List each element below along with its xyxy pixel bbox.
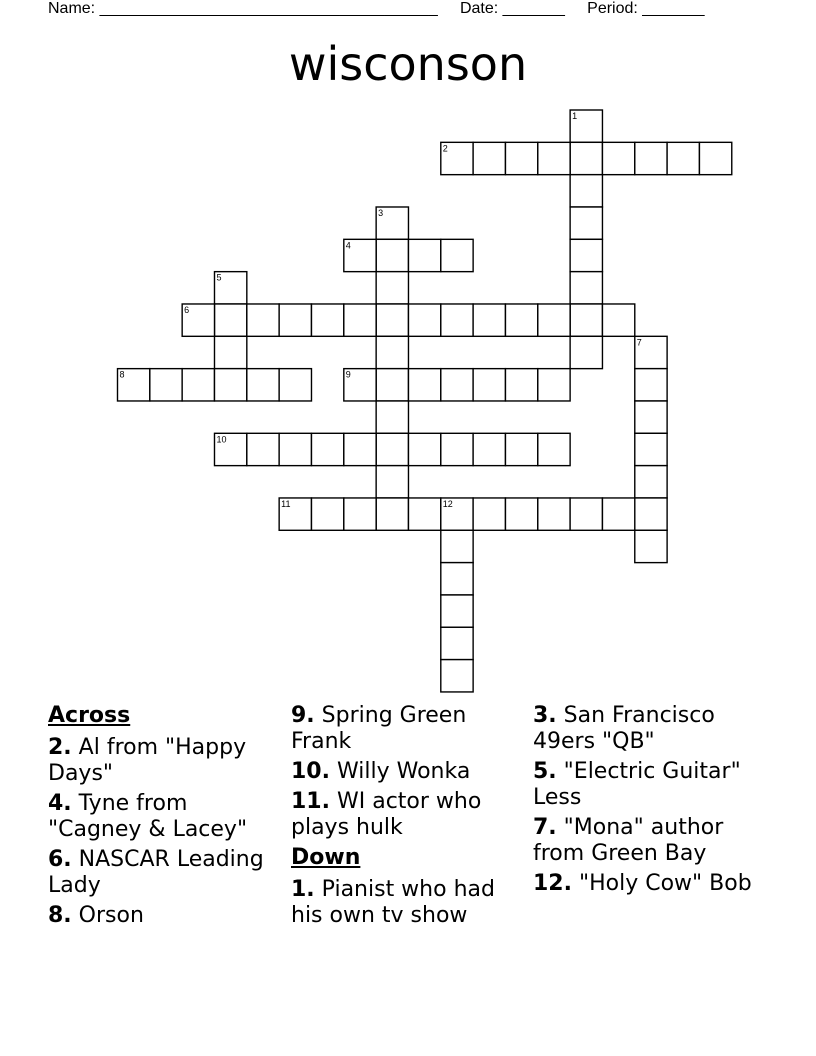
clue-number: 9. bbox=[291, 703, 315, 728]
grid-cell[interactable] bbox=[344, 498, 376, 530]
across-clue bbox=[48, 847, 278, 899]
grid-cell[interactable] bbox=[538, 498, 570, 530]
grid-cell[interactable] bbox=[376, 239, 408, 271]
cell-number: 3 bbox=[378, 207, 384, 218]
grid-cell[interactable] bbox=[538, 433, 570, 465]
grid-cell[interactable] bbox=[408, 239, 440, 271]
across-clue bbox=[48, 903, 278, 929]
clue-number: 7. bbox=[533, 815, 557, 840]
cell-number: 9 bbox=[345, 369, 351, 380]
grid-cell[interactable] bbox=[570, 272, 602, 304]
grid-cell[interactable] bbox=[473, 304, 505, 336]
grid-cell[interactable] bbox=[376, 466, 408, 498]
grid-cell[interactable] bbox=[441, 563, 473, 595]
clue-text: Spring Green Frank bbox=[291, 703, 467, 754]
clue-number: 10. bbox=[291, 759, 330, 784]
grid-cell[interactable] bbox=[602, 304, 634, 336]
grid-cell[interactable] bbox=[182, 369, 214, 401]
grid-cell[interactable] bbox=[344, 433, 376, 465]
down-clue bbox=[533, 703, 763, 755]
grid-cell[interactable] bbox=[505, 304, 537, 336]
grid-cell[interactable] bbox=[473, 433, 505, 465]
grid-cell[interactable] bbox=[247, 433, 279, 465]
grid-cell[interactable] bbox=[505, 498, 537, 530]
grid-cell[interactable] bbox=[505, 433, 537, 465]
clue-column-1 bbox=[48, 703, 278, 933]
clue-text: "Mona" author from Green Bay bbox=[533, 815, 724, 866]
down-clue bbox=[533, 815, 763, 867]
down-clue bbox=[291, 877, 521, 929]
grid-cell[interactable] bbox=[441, 304, 473, 336]
grid-cell[interactable] bbox=[505, 369, 537, 401]
cell-number: 10 bbox=[216, 434, 227, 445]
grid-cell[interactable] bbox=[150, 369, 182, 401]
student-info-line: Name: ______________________________________ Date: _______ Period: _______ bbox=[48, 0, 705, 17]
clue-number: 12. bbox=[533, 871, 572, 896]
cell-number: 2 bbox=[442, 143, 448, 154]
grid-cell[interactable] bbox=[473, 498, 505, 530]
grid-cell[interactable] bbox=[570, 175, 602, 207]
grid-cell[interactable] bbox=[441, 660, 473, 692]
clue-number: 5. bbox=[533, 759, 557, 784]
grid-cell[interactable] bbox=[635, 142, 667, 174]
grid-cell[interactable] bbox=[570, 304, 602, 336]
grid-cell[interactable] bbox=[570, 336, 602, 368]
across-clue bbox=[291, 789, 521, 841]
grid-cell[interactable] bbox=[311, 304, 343, 336]
grid-cell[interactable] bbox=[279, 433, 311, 465]
grid-cell[interactable] bbox=[441, 595, 473, 627]
cell-number: 12 bbox=[442, 498, 453, 509]
grid-cell[interactable] bbox=[635, 530, 667, 562]
clue-text: Al from "Happy Days" bbox=[48, 735, 247, 786]
puzzle-title: wisconson bbox=[288, 37, 528, 91]
grid-cell[interactable] bbox=[441, 627, 473, 659]
grid-cell[interactable] bbox=[667, 142, 699, 174]
grid-cell[interactable] bbox=[635, 401, 667, 433]
grid-cell[interactable] bbox=[635, 466, 667, 498]
cell-number: 8 bbox=[119, 369, 125, 380]
grid-cell[interactable] bbox=[635, 433, 667, 465]
grid-cell[interactable] bbox=[279, 369, 311, 401]
grid-cell[interactable] bbox=[344, 304, 376, 336]
grid-cell[interactable] bbox=[538, 304, 570, 336]
grid-cell[interactable] bbox=[538, 369, 570, 401]
grid-cell[interactable] bbox=[376, 336, 408, 368]
grid-cell[interactable] bbox=[570, 498, 602, 530]
grid-cell[interactable] bbox=[408, 433, 440, 465]
grid-cell[interactable] bbox=[311, 433, 343, 465]
clue-column-2 bbox=[291, 703, 521, 933]
grid-cell[interactable] bbox=[408, 304, 440, 336]
clue-text: "Holy Cow" Bob bbox=[578, 871, 752, 896]
grid-cell[interactable] bbox=[247, 304, 279, 336]
grid-cell[interactable] bbox=[441, 530, 473, 562]
grid-cell[interactable] bbox=[441, 239, 473, 271]
grid-cell[interactable] bbox=[376, 498, 408, 530]
grid-cell[interactable] bbox=[214, 369, 246, 401]
grid-cell[interactable] bbox=[247, 369, 279, 401]
across-clue bbox=[48, 735, 278, 787]
clue-text: Tyne from "Cagney & Lacey" bbox=[48, 791, 248, 842]
grid-cell[interactable] bbox=[699, 142, 731, 174]
clue-text: Pianist who had his own tv show bbox=[291, 877, 495, 928]
grid-cell[interactable] bbox=[441, 433, 473, 465]
cell-number: 1 bbox=[572, 111, 578, 121]
clue-column-3 bbox=[533, 703, 763, 901]
grid-cell[interactable] bbox=[376, 433, 408, 465]
grid-cell[interactable] bbox=[570, 207, 602, 239]
clue-text: Willy Wonka bbox=[336, 759, 471, 784]
grid-cell[interactable] bbox=[635, 369, 667, 401]
grid-cell[interactable] bbox=[570, 142, 602, 174]
clue-number: 2. bbox=[48, 735, 72, 760]
cell-number: 6 bbox=[184, 304, 190, 315]
grid-cell[interactable] bbox=[376, 272, 408, 304]
down-heading: Down bbox=[291, 845, 361, 870]
cell-number: 5 bbox=[216, 272, 222, 283]
cell-number: 7 bbox=[636, 337, 642, 348]
clue-number: 3. bbox=[533, 703, 557, 728]
clue-text: NASCAR Leading Lady bbox=[48, 847, 264, 898]
grid-cell[interactable] bbox=[570, 239, 602, 271]
grid-cell[interactable] bbox=[635, 498, 667, 530]
grid-cell[interactable] bbox=[473, 142, 505, 174]
clue-number: 1. bbox=[291, 877, 315, 902]
clue-number: 11. bbox=[291, 789, 330, 814]
grid-cell[interactable] bbox=[602, 498, 634, 530]
grid-cell[interactable] bbox=[408, 498, 440, 530]
clue-number: 4. bbox=[48, 791, 72, 816]
grid-cell[interactable] bbox=[214, 336, 246, 368]
grid-cell[interactable] bbox=[408, 369, 440, 401]
cell-number: 11 bbox=[281, 498, 291, 509]
clue-text: WI actor who plays hulk bbox=[291, 789, 482, 840]
clue-text: "Electric Guitar" Less bbox=[533, 759, 741, 810]
across-heading: Across bbox=[48, 703, 131, 728]
grid-cell[interactable] bbox=[441, 369, 473, 401]
grid-cell[interactable] bbox=[505, 142, 537, 174]
down-clue bbox=[533, 871, 763, 897]
grid-cell[interactable] bbox=[376, 369, 408, 401]
grid-cell[interactable] bbox=[376, 304, 408, 336]
clue-text: San Francisco 49ers "QB" bbox=[533, 703, 715, 754]
grid-cell[interactable] bbox=[279, 304, 311, 336]
across-clue bbox=[291, 703, 521, 755]
grid-cell[interactable] bbox=[214, 304, 246, 336]
grid-cell[interactable] bbox=[376, 401, 408, 433]
grid-cell[interactable] bbox=[473, 369, 505, 401]
clue-text: Orson bbox=[78, 903, 144, 928]
across-clue bbox=[291, 759, 521, 785]
down-clue bbox=[533, 759, 763, 811]
clue-number: 6. bbox=[48, 847, 72, 872]
grid-cell[interactable] bbox=[602, 142, 634, 174]
grid-cell[interactable] bbox=[538, 142, 570, 174]
across-clue bbox=[48, 791, 278, 843]
cell-number: 4 bbox=[345, 240, 351, 251]
clue-number: 8. bbox=[48, 903, 72, 928]
grid-cell[interactable] bbox=[311, 498, 343, 530]
